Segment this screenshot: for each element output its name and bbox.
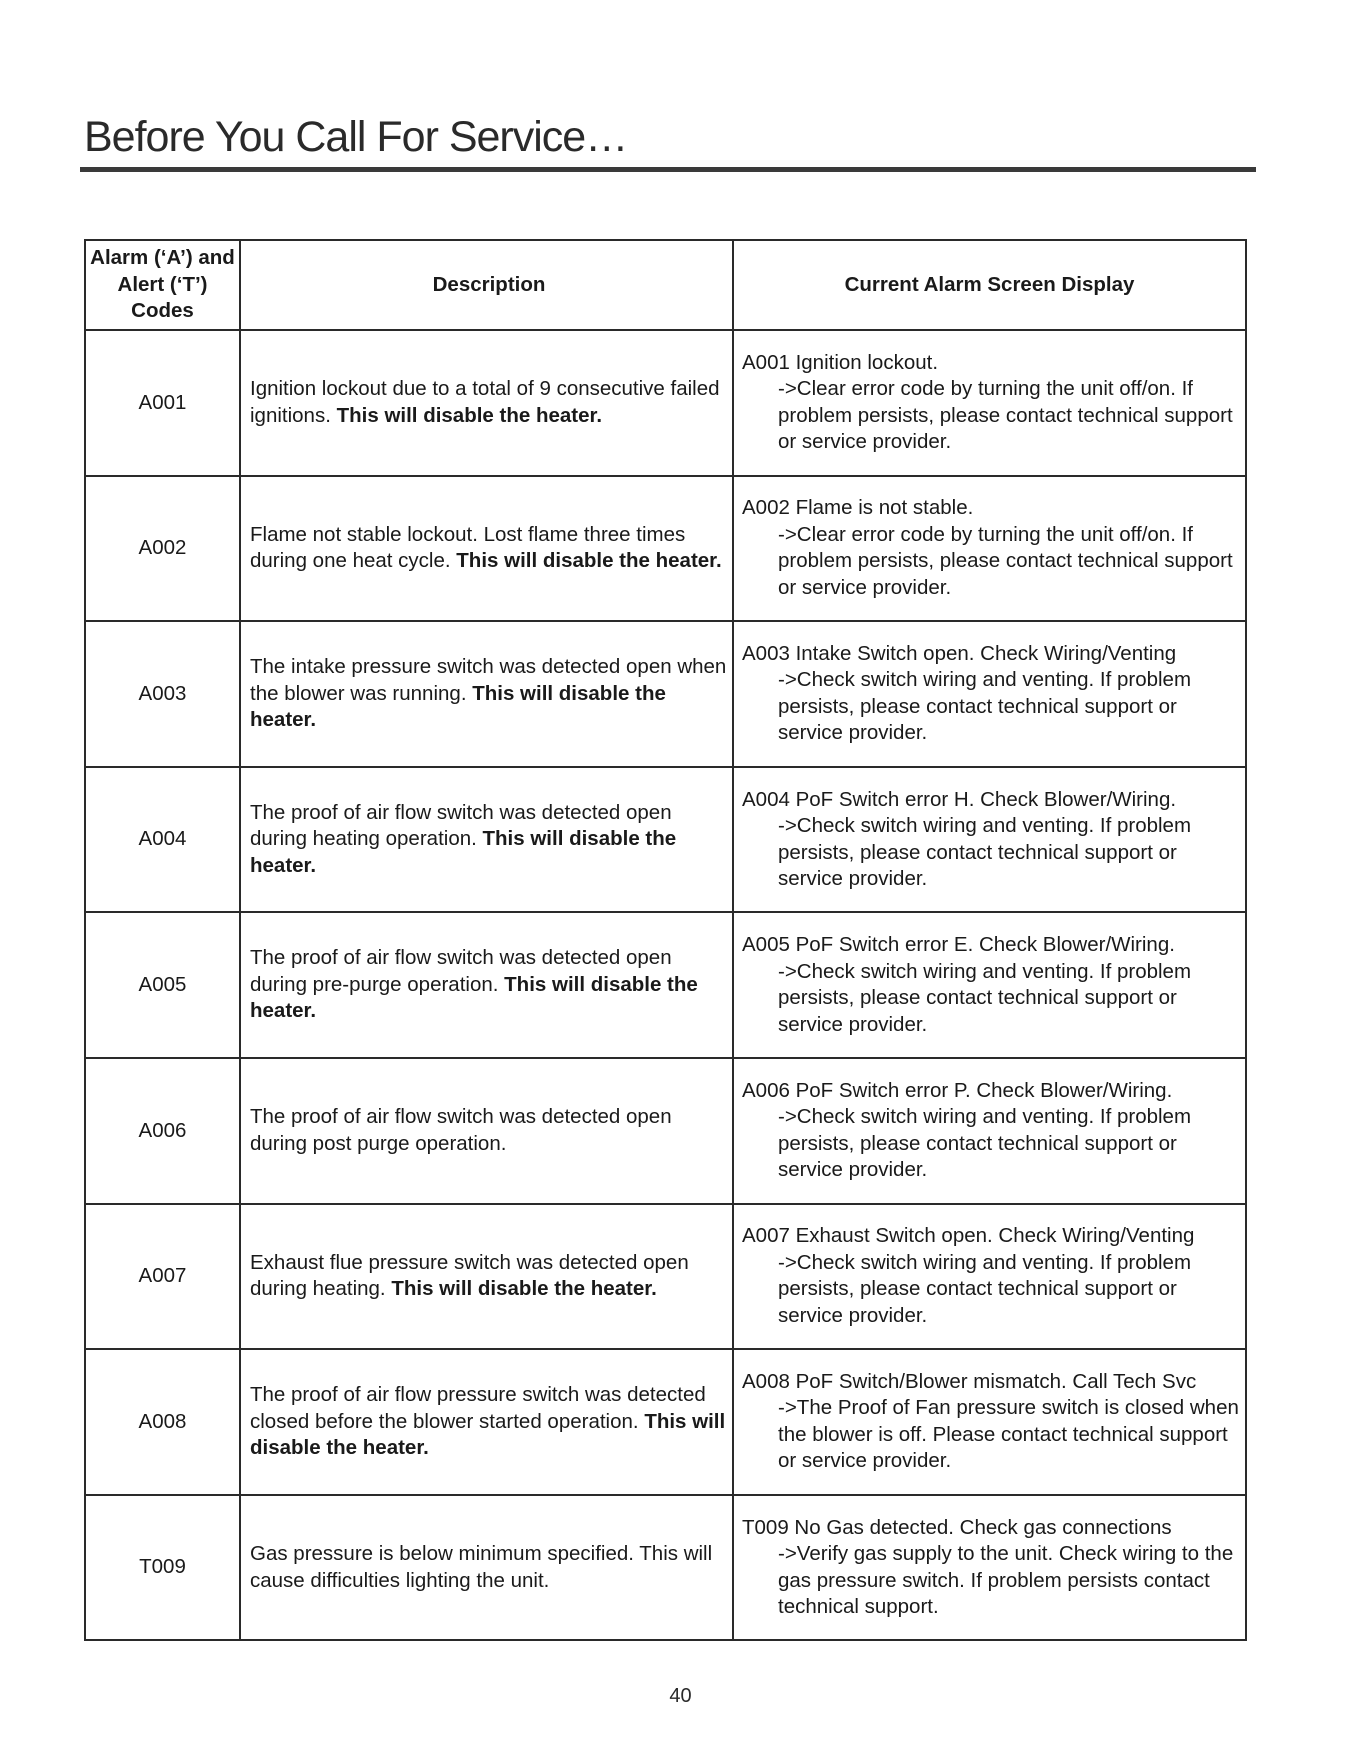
alarm-code: A007	[85, 1204, 240, 1350]
table-row	[85, 767, 1246, 913]
display-action: ->The Proof of Fan pressure switch is closed when the blower is off. Please contact technical support or service provider.	[778, 1396, 1239, 1473]
table-row	[85, 1495, 1246, 1641]
header-display: Current Alarm Screen Display	[733, 240, 1246, 330]
disable-warning: This will disable the heater.	[250, 972, 698, 1023]
display-title: A002 Flame is not stable.	[742, 496, 974, 520]
description-text: The intake pressure switch was detected open when the blower was running.	[250, 655, 727, 705]
alarm-code: A003	[85, 621, 240, 767]
alarm-screen-display	[733, 476, 1246, 622]
display-action: ->Check switch wiring and venting. If problem persists, please contact technical support or service provider.	[778, 959, 1192, 1036]
display-title: A006 PoF Switch error P. Check Blower/Wiring.	[742, 1078, 1173, 1102]
alarm-description	[240, 476, 733, 622]
display-action: ->Check switch wiring and venting. If problem persists, please contact technical support or service provider.	[778, 668, 1192, 745]
table-row	[85, 1204, 1246, 1350]
header-code: Alarm (‘A’) and Alert (‘T’) Codes	[85, 240, 240, 330]
alarm-description	[240, 1058, 733, 1204]
display-title: A005 PoF Switch error E. Check Blower/Wiring.	[742, 933, 1175, 957]
display-title: A001 Ignition lockout.	[742, 350, 939, 374]
table-row	[85, 476, 1246, 622]
alarm-screen-display	[733, 1204, 1246, 1350]
disable-warning: This will disable the heater.	[250, 681, 666, 732]
alarm-codes-table	[84, 239, 1247, 1641]
alarm-screen-display	[733, 1058, 1246, 1204]
display-title: A007 Exhaust Switch open. Check Wiring/Venting	[742, 1224, 1195, 1248]
alarm-code: A004	[85, 767, 240, 913]
disable-warning: This will disable the heater.	[391, 1277, 657, 1301]
alarm-screen-display	[733, 767, 1246, 913]
alarm-description	[240, 1495, 733, 1641]
description-text: Flame not stable lockout. Lost flame three times during one heat cycle.	[250, 522, 686, 573]
display-action: ->Check switch wiring and venting. If problem persists, please contact technical support or service provider.	[778, 1250, 1192, 1327]
alarm-screen-display	[733, 621, 1246, 767]
display-title: A004 PoF Switch error H. Check Blower/Wiring.	[742, 787, 1177, 811]
table-row	[85, 330, 1246, 476]
display-action: ->Verify gas supply to the unit. Check wiring to the gas pressure switch. If problem persists contact technical support.	[778, 1542, 1234, 1619]
table-row	[85, 912, 1246, 1058]
description-text: The proof of air flow switch was detected open during heating operation.	[250, 800, 672, 851]
display-action: ->Clear error code by turning the unit off/on. If problem persists, please contact technical support or service provider.	[778, 377, 1233, 454]
alarm-code: A001	[85, 330, 240, 476]
page-title: Before You Call For Service…	[84, 113, 628, 161]
description-text: Ignition lockout due to a total of 9 consecutive failed ignitions.	[250, 377, 720, 427]
alarm-code: A006	[85, 1058, 240, 1204]
table-row	[85, 1058, 1246, 1204]
disable-warning: This will disable the heater.	[336, 403, 603, 427]
table-row	[85, 1349, 1246, 1495]
table-header-row	[85, 240, 1246, 330]
alarm-description	[240, 1204, 733, 1350]
display-action: ->Check switch wiring and venting. If problem persists, please contact technical support or service provider.	[778, 814, 1192, 891]
alarm-code: A008	[85, 1349, 240, 1495]
disable-warning: This will disable the heater.	[250, 1409, 726, 1460]
title-underline	[80, 167, 1256, 172]
description-text: Exhaust flue pressure switch was detected open during heating.	[250, 1250, 689, 1301]
description-text: Gas pressure is below minimum specified. This will cause difficulties lighting the unit.	[250, 1542, 713, 1592]
alarm-description	[240, 912, 733, 1058]
alarm-description	[240, 330, 733, 476]
description-text: The proof of air flow pressure switch was detected closed before the blower started operation.	[250, 1383, 706, 1433]
display-action: ->Clear error code by turning the unit off/on. If problem persists, please contact technical support or service provider.	[778, 522, 1233, 599]
display-title: A008 PoF Switch/Blower mismatch. Call Tech Svc	[742, 1369, 1197, 1393]
display-title: T009 No Gas detected. Check gas connections	[742, 1515, 1172, 1539]
alarm-code: A005	[85, 912, 240, 1058]
alarm-code: T009	[85, 1495, 240, 1641]
header-description: Description	[240, 240, 733, 330]
alarm-screen-display	[733, 912, 1246, 1058]
disable-warning: This will disable the heater.	[456, 549, 722, 573]
page-number: 40	[669, 1685, 692, 1707]
description-text: The proof of air flow switch was detected open during pre-purge operation.	[250, 946, 672, 996]
alarm-description	[240, 621, 733, 767]
display-title: A003 Intake Switch open. Check Wiring/Venting	[742, 641, 1177, 665]
alarm-screen-display	[733, 1349, 1246, 1495]
alarm-description	[240, 1349, 733, 1495]
description-text: The proof of air flow switch was detected open during post purge operation.	[250, 1105, 672, 1155]
alarm-screen-display	[733, 330, 1246, 476]
alarm-code: A002	[85, 476, 240, 622]
table-row	[85, 621, 1246, 767]
alarm-screen-display	[733, 1495, 1246, 1641]
alarm-description	[240, 767, 733, 913]
disable-warning: This will disable the heater.	[250, 827, 677, 877]
display-action: ->Check switch wiring and venting. If problem persists, please contact technical support or service provider.	[778, 1105, 1192, 1182]
